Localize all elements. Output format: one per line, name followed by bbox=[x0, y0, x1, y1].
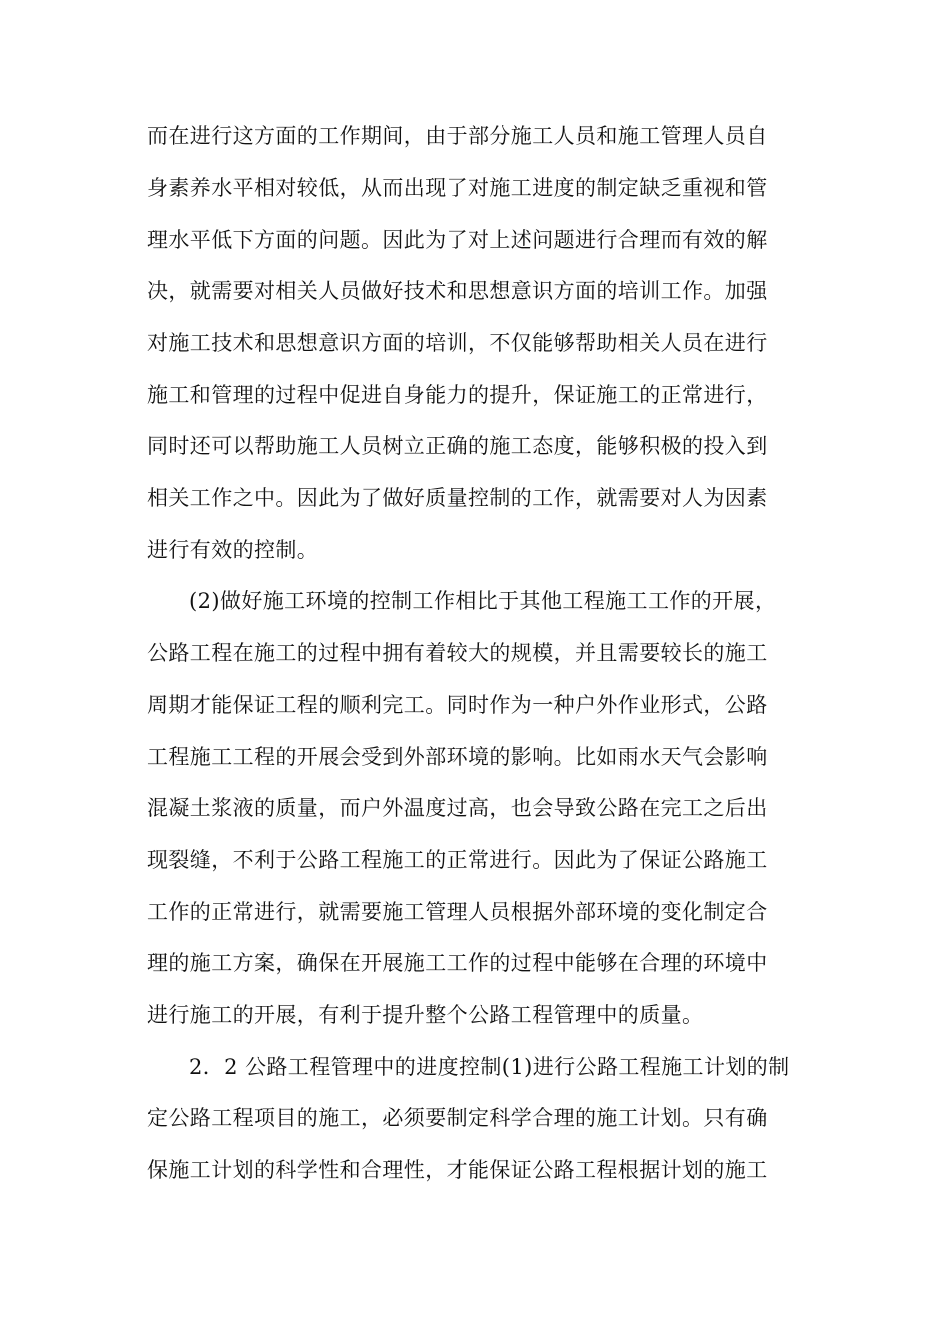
text-line: 决，就需要对相关人员做好技术和思想意识方面的培训工作。加强 bbox=[147, 279, 768, 303]
text-line: 保施工计划的科学性和合理性，才能保证公路工程根据计划的施工 bbox=[147, 1158, 768, 1182]
text-line: 现裂缝，不利于公路工程施工的正常进行。因此为了保证公路施工 bbox=[147, 848, 768, 872]
text-line: 进行施工的开展，有利于提升整个公路工程管理中的质量。 bbox=[147, 1003, 704, 1027]
text-line: 周期才能保证工程的顺利完工。同时作为一种户外作业形式，公路 bbox=[147, 693, 768, 717]
text-line: 公路工程在施工的过程中拥有着较大的规模，并且需要较长的施工 bbox=[147, 641, 768, 665]
text-line: 施工和管理的过程中促进自身能力的提升，保证施工的正常进行， bbox=[147, 383, 768, 407]
text-line: 工程施工工程的开展会受到外部环境的影响。比如雨水天气会影响 bbox=[147, 745, 768, 769]
text-line: 定公路工程项目的施工，必须要制定科学合理的施工计划。只有确 bbox=[147, 1106, 768, 1130]
text-line: 理水平低下方面的问题。因此为了对上述问题进行合理而有效的解 bbox=[147, 228, 768, 252]
text-line: 2．2 公路工程管理中的进度控制(1)进行公路工程施工计划的制 bbox=[189, 1055, 790, 1079]
text-line: 而在进行这方面的工作期间，由于部分施工人员和施工管理人员自 bbox=[147, 124, 768, 148]
text-line: 对施工技术和思想意识方面的培训，不仅能够帮助相关人员在进行 bbox=[147, 331, 768, 355]
text-line: 进行有效的控制。 bbox=[147, 538, 319, 562]
text-line: 同时还可以帮助施工人员树立正确的施工态度，能够积极的投入到 bbox=[147, 434, 768, 458]
text-line: 理的施工方案，确保在开展施工工作的过程中能够在合理的环境中 bbox=[147, 951, 768, 975]
text-line: 混凝土浆液的质量，而户外温度过高，也会导致公路在完工之后出 bbox=[147, 796, 768, 820]
text-line: 身素养水平相对较低，从而出现了对施工进度的制定缺乏重视和管 bbox=[147, 176, 768, 200]
text-line: 相关工作之中。因此为了做好质量控制的工作，就需要对人为因素 bbox=[147, 486, 768, 510]
text-line: 工作的正常进行，就需要施工管理人员根据外部环境的变化制定合 bbox=[147, 900, 768, 924]
text-line: (2)做好施工环境的控制工作相比于其他工程施工工作的开展， bbox=[189, 589, 777, 613]
